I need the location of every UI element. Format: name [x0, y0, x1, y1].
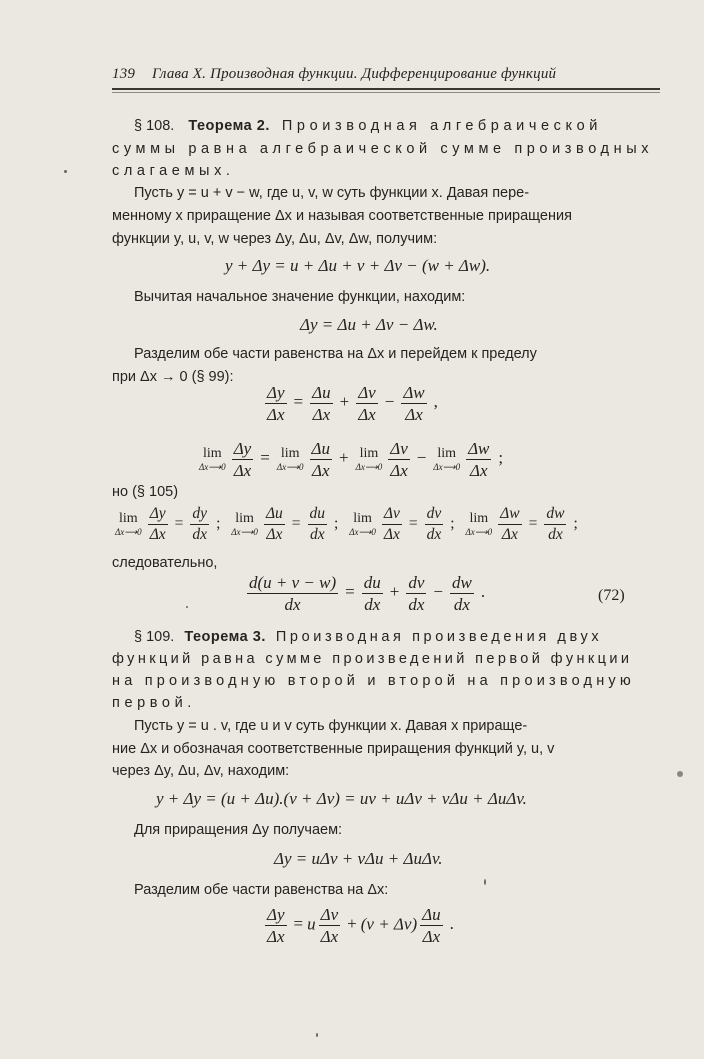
equation: y + Δy = u + Δu + v + Δv − (w + Δw). [225, 256, 491, 275]
equation: y + Δy = (u + Δu).(v + Δv) = uv + uΔv + vΔu + ΔuΔv. [156, 789, 527, 808]
theorem-statement: функций равна сумме произведений первой функции [112, 651, 633, 667]
paragraph-line: через Δy, Δu, Δv, находим: [112, 763, 290, 779]
paragraph-line: ние Δx и обозначая соответственные приращения функций y, u, v [112, 741, 555, 757]
theorem-title: Теорема 2. [188, 118, 270, 134]
section-108-heading [134, 119, 602, 134]
running-title: Глава X. Производная функции. Дифференцирование функций [152, 66, 557, 82]
limit: lim Δx⟶0 [199, 446, 226, 472]
limit-equation: lim Δx⟶0 $\frac{\Delta y}{\Delta x}$ = lim Δx⟶0 $\frac{\Delta u}{\Delta x}$ + lim Δx⟶0 $\frac{\Delta v}{\Delta x}$ − lim Δx⟶0 $\frac{\Delta w}{\Delta x}$ ; [199, 439, 504, 480]
theorem-statement: суммы равна алгебраической сумме производных [112, 141, 654, 157]
section-number: § 108. [134, 118, 175, 134]
limit: lim Δx⟶0 [465, 510, 493, 537]
fraction: $\frac{\Delta y}{\Delta x}$ [267, 383, 285, 424]
fraction: $\frac{\Delta u}{\Delta x}$ [312, 383, 331, 424]
theorem-statement: Производная произведения двух [275, 629, 603, 645]
paragraph-line: Пусть y = u + v − w, где u, v, w суть функции x. Давая пере- [134, 185, 530, 201]
fraction-equation: $\frac{\Delta y}{\Delta x}$ = $\frac{\Delta u}{\Delta x}$ + $\frac{\Delta v}{\Delta x}$ − $\frac{\Delta w}{\Delta x}$ , [267, 383, 438, 424]
paragraph-line: менному x приращение Δx и называя соответственные приращения [112, 208, 572, 224]
limit: lim Δx⟶0 [231, 510, 258, 537]
fraction: $\frac{\Delta v}{\Delta x}$ [358, 383, 376, 424]
paragraph-line: при Δx → 0 (§ 99): [112, 369, 234, 385]
theorem-statement: первой. [112, 695, 196, 711]
paragraph-line: Разделим обе части равенства на Δx и перейдем к пределу [134, 346, 537, 362]
theorem-statement: на производную второй и второй на производную [112, 673, 635, 689]
product-fraction-equation: $\frac{\Delta y}{\Delta x}$ = u $\frac{\Delta v}{\Delta x}$ + (v + Δv) $\frac{\Delta u}{\Delta x}$ . [267, 905, 454, 946]
limit: lim Δx⟶0 [433, 446, 461, 472]
equation: Δy = Δu + Δv − Δw. [300, 315, 438, 334]
derivative-sum-equation: $\frac{d(u + v - w)}{dx}$ = $\frac{du}{dx}$ + $\frac{dv}{dx}$ − $\frac{dw}{dx}$ . [249, 573, 486, 614]
limit: lim Δx⟶0 [115, 510, 142, 537]
theorem-title: Теорема 3. [184, 629, 266, 645]
scan-speck [316, 1033, 318, 1037]
running-header [112, 66, 660, 83]
equation-number: (72) [598, 587, 625, 604]
fraction: $\frac{\Delta w}{\Delta x}$ [403, 383, 425, 424]
scan-speck [484, 879, 486, 885]
section-109-heading [134, 630, 602, 645]
equation: Δy = uΔv + vΔu + ΔuΔv. [274, 849, 443, 868]
limit: lim Δx⟶0 [355, 446, 383, 472]
paragraph-line: но (§ 105) [112, 484, 179, 500]
paragraph-line: следовательно, [112, 555, 218, 571]
limit: lim Δx⟶0 [276, 446, 304, 472]
paragraph-line: функции y, u, v, w через Δy, Δu, Δv, Δw, получим: [112, 231, 438, 247]
header-rule [112, 88, 660, 90]
limit: lim Δx⟶0 [349, 510, 376, 537]
paragraph-line: Разделим обе части равенства на Δx: [134, 882, 389, 898]
header-rule-thin [112, 92, 660, 93]
scan-speck [677, 771, 683, 777]
paragraph-line: Пусть y = u . v, где u и v суть функции x. Давая x прираще- [134, 718, 528, 734]
page-number: 139 [112, 66, 136, 82]
section-number: § 109. [134, 629, 175, 645]
scan-speck [186, 606, 188, 608]
theorem-statement: слагаемых. [112, 163, 235, 179]
theorem-statement: Производная алгебраической [281, 118, 602, 134]
scan-speck [64, 170, 67, 173]
paragraph-line: Для приращения Δy получаем: [134, 822, 343, 838]
derivative-limits: lim Δx⟶0 $\frac{\Delta y}{\Delta x}$ = $\frac{dy}{dx}$ ; lim Δx⟶0 $\frac{\Delta u}{\Delta x}$ = $\frac{du}{dx}$ ; lim Δx⟶0 $\frac{\Delta v}{\Delta x}$ = $\frac{dv}{dx}$ ; lim Δx⟶0 $\frac{\Delta w}{\Delta x}$ = $\frac{dw}{dx}$ ; [115, 505, 578, 543]
paragraph-line: Вычитая начальное значение функции, находим: [134, 289, 466, 305]
